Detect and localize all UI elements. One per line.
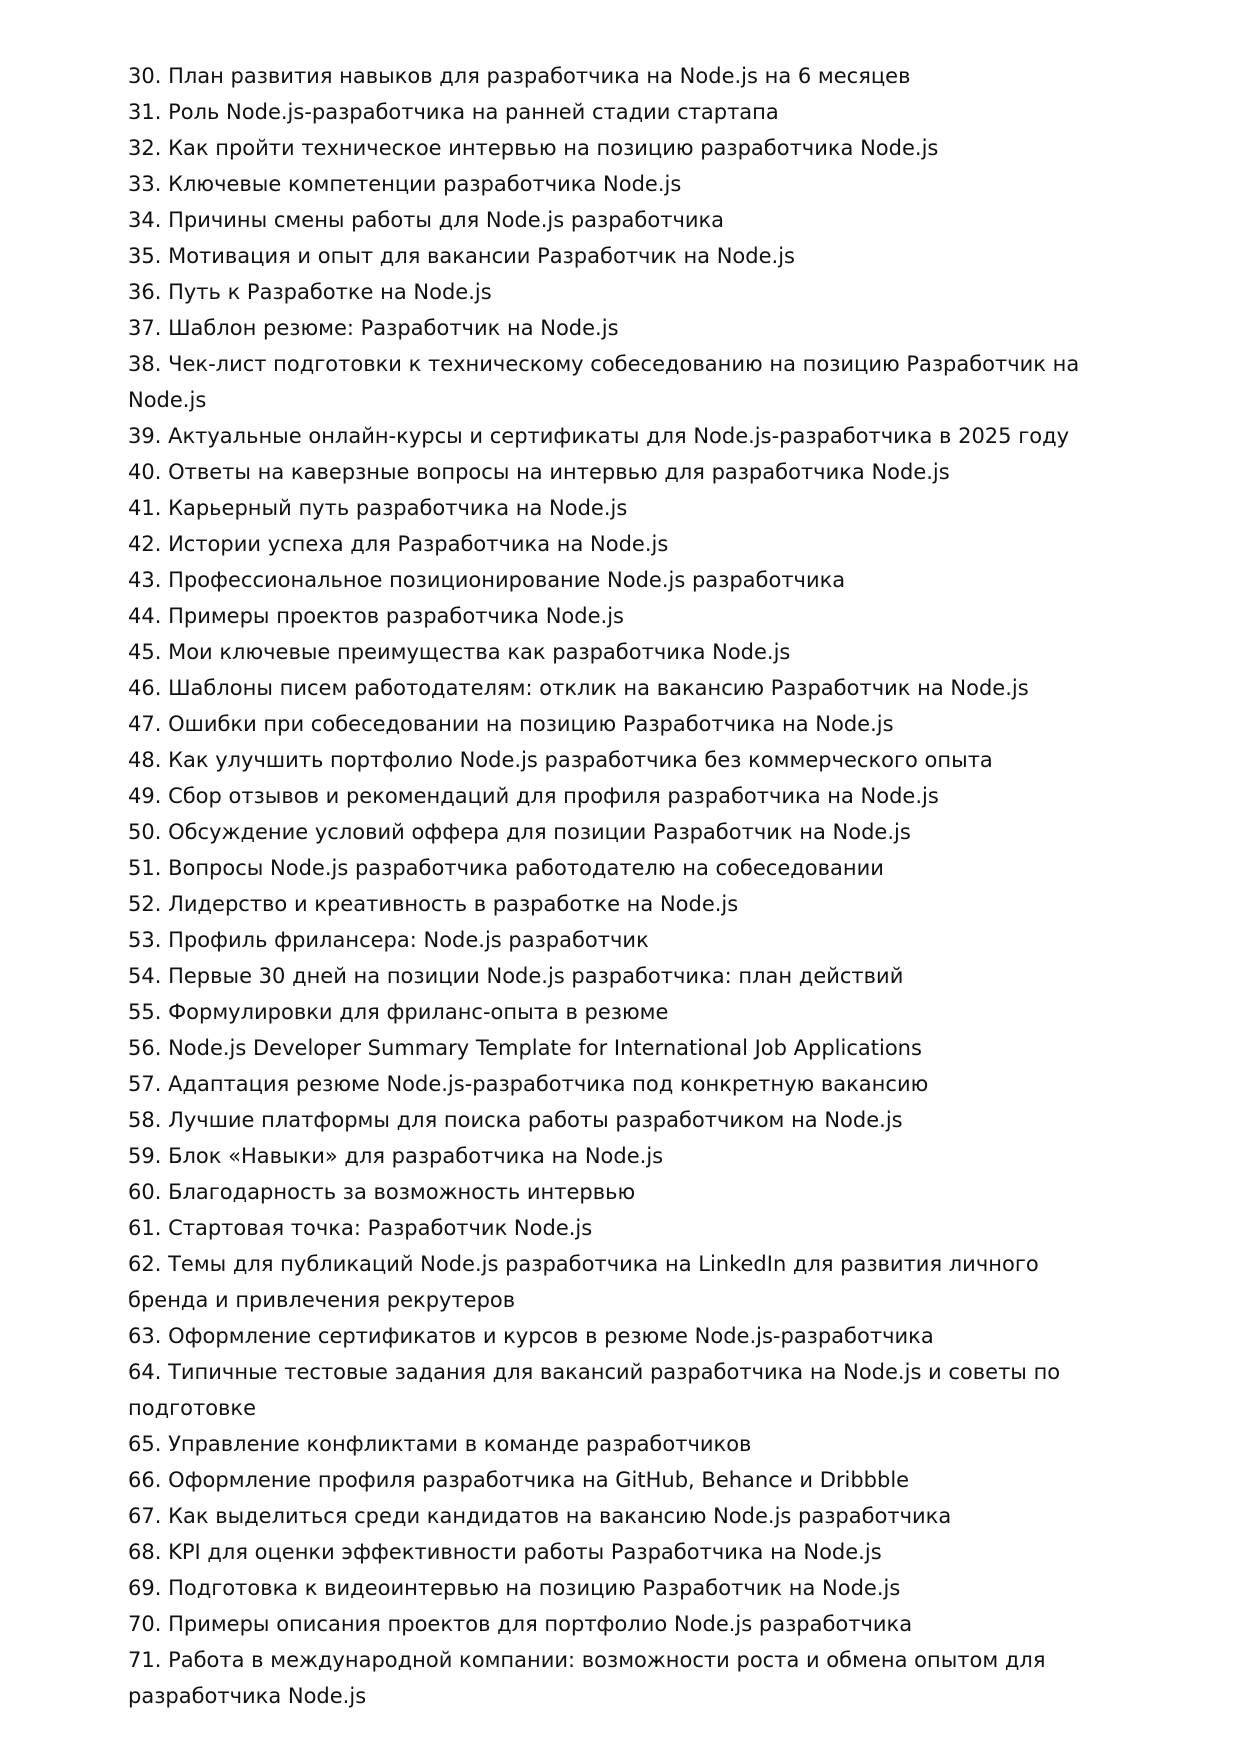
list-item: 42. Истории успеха для Разработчика на Node.js: [128, 532, 669, 556]
list-item: 46. Шаблоны писем работодателям: отклик на вакансию Разработчик на Node.js: [128, 676, 1029, 700]
list-item: 37. Шаблон резюме: Разработчик на Node.js: [128, 316, 619, 340]
list-item: 58. Лучшие платформы для поиска работы разработчиком на Node.js: [128, 1108, 903, 1132]
list-item: 71. Работа в международной компании: возможности роста и обмена опытом для разработчика Node.js: [128, 1648, 1046, 1708]
list-item: 65. Управление конфликтами в команде разработчиков: [128, 1432, 752, 1456]
list-item: 60. Благодарность за возможность интервью: [128, 1180, 636, 1204]
document-page: [128, 58, 1108, 1714]
list-item: 44. Примеры проектов разработчика Node.js: [128, 604, 624, 628]
list-item: 45. Мои ключевые преимущества как разработчика Node.js: [128, 640, 791, 664]
list-item: 54. Первые 30 дней на позиции Node.js разработчика: план действий: [128, 964, 904, 988]
list-item: 55. Формулировки для фриланс-опыта в резюме: [128, 1000, 669, 1024]
list-item: 66. Оформление профиля разработчика на GitHub, Behance и Dribbble: [128, 1468, 910, 1492]
list-item: 59. Блок «Навыки» для разработчика на Node.js: [128, 1144, 664, 1168]
list-item: 68. KPI для оценки эффективности работы Разработчика на Node.js: [128, 1540, 882, 1564]
list-item: 38. Чек-лист подготовки к техническому собеседованию на позицию Разработчик на Node.js: [128, 352, 1080, 412]
list-item: 48. Как улучшить портфолио Node.js разработчика без коммерческого опыта: [128, 748, 993, 772]
list-item: 47. Ошибки при собеседовании на позицию Разработчика на Node.js: [128, 712, 894, 736]
list-item: 51. Вопросы Node.js разработчика работодателю на собеседовании: [128, 856, 884, 880]
list-item: 33. Ключевые компетенции разработчика Node.js: [128, 172, 682, 196]
list-item: 41. Карьерный путь разработчика на Node.js: [128, 496, 628, 520]
list-item: 63. Оформление сертификатов и курсов в резюме Node.js-разработчика: [128, 1324, 934, 1348]
list-item: 49. Сбор отзывов и рекомендаций для профиля разработчика на Node.js: [128, 784, 939, 808]
list-item: 64. Типичные тестовые задания для вакансий разработчика на Node.js и советы по подготовке: [128, 1360, 1061, 1420]
list-item: 32. Как пройти техническое интервью на позицию разработчика Node.js: [128, 136, 939, 160]
list-item: 70. Примеры описания проектов для портфолио Node.js разработчика: [128, 1612, 913, 1636]
list-item: 40. Ответы на каверзные вопросы на интервью для разработчика Node.js: [128, 460, 950, 484]
list-item: 61. Стартовая точка: Разработчик Node.js: [128, 1216, 593, 1240]
list-item: 69. Подготовка к видеоинтервью на позицию Разработчик на Node.js: [128, 1576, 901, 1600]
list-item: 43. Профессиональное позиционирование Node.js разработчика: [128, 568, 846, 592]
list-item: 52. Лидерство и креативность в разработке на Node.js: [128, 892, 739, 916]
list-item: 50. Обсуждение условий оффера для позиции Разработчик на Node.js: [128, 820, 911, 844]
list-item: 56. Node.js Developer Summary Template for International Job Applications: [128, 1036, 922, 1060]
list-item: 53. Профиль фрилансера: Node.js разработчик: [128, 928, 649, 952]
list-item: 31. Роль Node.js-разработчика на ранней стадии стартапа: [128, 100, 779, 124]
list-item: 67. Как выделиться среди кандидатов на вакансию Node.js разработчика: [128, 1504, 952, 1528]
list-item: 57. Адаптация резюме Node.js-разработчика под конкретную вакансию: [128, 1072, 929, 1096]
list-item: 36. Путь к Разработке на Node.js: [128, 280, 492, 304]
list-item: 30. План развития навыков для разработчика на Node.js на 6 месяцев: [128, 64, 911, 88]
list-item: 62. Темы для публикаций Node.js разработчика на LinkedIn для развития личного бренда и привлечения рекрутеров: [128, 1252, 1039, 1312]
list-item: 35. Мотивация и опыт для вакансии Разработчик на Node.js: [128, 244, 795, 268]
topic-list: [128, 58, 1108, 1714]
list-item: 39. Актуальные онлайн-курсы и сертификаты для Node.js-разработчика в 2025 году: [128, 424, 1070, 448]
list-item: 34. Причины смены работы для Node.js разработчика: [128, 208, 725, 232]
